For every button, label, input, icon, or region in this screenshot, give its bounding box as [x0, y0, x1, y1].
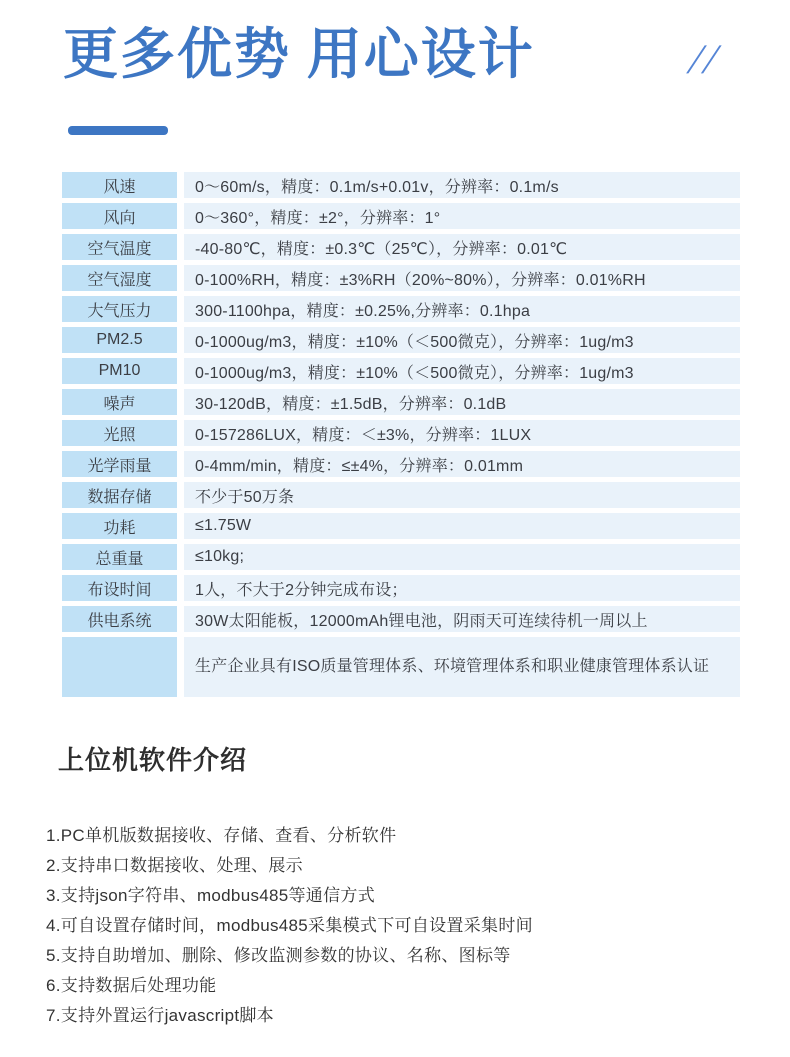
spec-label-empty — [62, 637, 177, 697]
table-row — [62, 420, 740, 446]
list-item: 3.支持json字符串、modbus485等通信方式 — [46, 886, 376, 905]
spec-value: ≤10kg; — [184, 544, 740, 570]
spec-label: 供电系统 — [62, 606, 177, 632]
spec-value: 1人，不大于2分钟完成布设； — [184, 575, 740, 601]
table-row — [62, 203, 740, 229]
table-row — [62, 451, 740, 477]
spec-label: 空气湿度 — [62, 265, 177, 291]
spec-value: 0～360°，精度：±2°，分辨率：1° — [184, 203, 740, 229]
spec-value: 不少于50万条 — [184, 482, 740, 508]
spec-value: 0-1000ug/m3，精度：±10%（＜500微克），分辨率：1ug/m3 — [184, 358, 740, 384]
spec-value: 生产企业具有ISO质量管理体系、环境管理体系和职业健康管理体系认证 — [184, 637, 740, 697]
spec-label: 风速 — [62, 172, 177, 198]
spec-value: 0-100%RH，精度：±3%RH（20%~80%），分辨率：0.01%RH — [184, 265, 740, 291]
spec-label: 光学雨量 — [62, 451, 177, 477]
table-row — [62, 637, 740, 697]
spec-label: 光照 — [62, 420, 177, 446]
spec-label: 总重量 — [62, 544, 177, 570]
spec-value: 0～60m/s，精度：0.1m/s+0.01v，分辨率：0.1m/s — [184, 172, 740, 198]
table-row — [62, 389, 740, 415]
spec-value: ≤1.75W — [184, 513, 740, 539]
spec-label: PM10 — [62, 358, 177, 384]
spec-value: 0-4mm/min，精度：≤±4%，分辨率：0.01mm — [184, 451, 740, 477]
spec-value: 0-157286LUX，精度：＜±3%，分辨率：1LUX — [184, 420, 740, 446]
spec-label: PM2.5 — [62, 327, 177, 353]
spec-table — [62, 172, 740, 702]
spec-value: 30-120dB，精度：±1.5dB，分辨率：0.1dB — [184, 389, 740, 415]
spec-value: 30W太阳能板，12000mAh锂电池，阴雨天可连续待机一周以上 — [184, 606, 740, 632]
spec-label: 布设时间 — [62, 575, 177, 601]
table-row — [62, 606, 740, 632]
spec-label: 噪声 — [62, 389, 177, 415]
table-row — [62, 234, 740, 260]
table-row — [62, 327, 740, 353]
section-heading: 上位机软件介绍 — [58, 745, 248, 775]
table-row — [62, 513, 740, 539]
spec-label: 大气压力 — [62, 296, 177, 322]
list-item: 5.支持自助增加、删除、修改监测参数的协议、名称、图标等 — [46, 946, 511, 965]
list-item: 4.可自设置存储时间，modbus485采集模式下可自设置采集时间 — [46, 916, 533, 935]
list-item: 1.PC单机版数据接收、存储、查看、分析软件 — [46, 826, 397, 845]
spec-label: 功耗 — [62, 513, 177, 539]
software-section — [0, 740, 790, 1031]
spec-label: 风向 — [62, 203, 177, 229]
list-item: 2.支持串口数据接收、处理、展示 — [46, 856, 303, 875]
table-row — [62, 265, 740, 291]
title-underline-bar — [68, 126, 168, 135]
table-row — [62, 482, 740, 508]
spec-value: 300-1100hpa，精度：±0.25%,分辨率：0.1hpa — [184, 296, 740, 322]
table-row — [62, 358, 740, 384]
spec-value: 0-1000ug/m3，精度：±10%（＜500微克），分辨率：1ug/m3 — [184, 327, 740, 353]
software-feature-list — [46, 821, 790, 1031]
table-row — [62, 575, 740, 601]
spec-label: 空气温度 — [62, 234, 177, 260]
double-slash-icon: // — [686, 37, 723, 83]
spec-value: -40-80℃，精度：±0.3℃（25℃），分辨率：0.01℃ — [184, 234, 740, 260]
page-title: 更多优势 用心设计 — [63, 24, 535, 85]
table-row — [62, 296, 740, 322]
table-row — [62, 544, 740, 570]
table-row — [62, 172, 740, 198]
list-item: 7.支持外置运行javascript脚本 — [46, 1006, 274, 1025]
spec-label: 数据存储 — [62, 482, 177, 508]
list-item: 6.支持数据后处理功能 — [46, 976, 217, 995]
